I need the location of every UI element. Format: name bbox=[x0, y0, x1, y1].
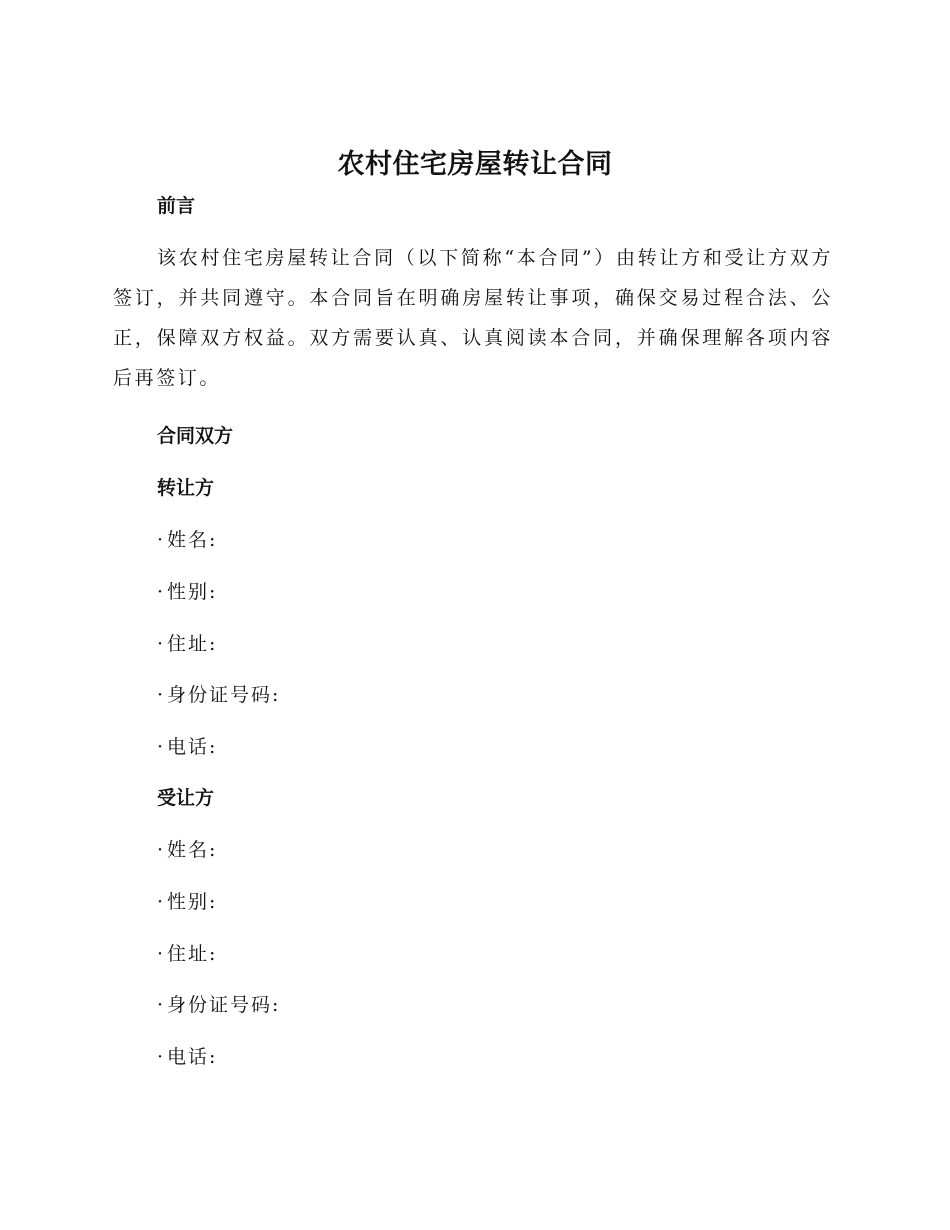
transferor-field-address bbox=[157, 631, 217, 657]
field-label: 姓名: bbox=[167, 529, 218, 551]
transferor-heading: 转让方 bbox=[157, 477, 215, 499]
bullet-marker: · bbox=[157, 633, 166, 655]
field-label: 身份证号码: bbox=[167, 994, 281, 1016]
field-label: 性别: bbox=[167, 581, 218, 603]
transferor-field-id-number bbox=[157, 682, 280, 708]
bullet-marker: · bbox=[157, 943, 166, 965]
field-label: 住址: bbox=[167, 633, 218, 655]
field-label: 住址: bbox=[167, 943, 218, 965]
transferee-field-phone bbox=[157, 1044, 217, 1070]
bullet-marker: · bbox=[157, 581, 166, 603]
transferor-field-phone bbox=[157, 734, 217, 760]
parties-heading: 合同双方 bbox=[157, 425, 234, 447]
document-title: 农村住宅房屋转让合同 bbox=[337, 149, 613, 180]
bullet-marker: · bbox=[157, 1046, 166, 1068]
bullet-marker: · bbox=[157, 994, 166, 1016]
field-label: 姓名: bbox=[167, 839, 218, 861]
bullet-marker: · bbox=[157, 891, 166, 913]
field-label: 身份证号码: bbox=[167, 684, 281, 706]
field-label: 电话: bbox=[167, 736, 218, 758]
transferee-heading: 受让方 bbox=[157, 787, 215, 809]
preface-heading: 前言 bbox=[157, 195, 196, 217]
bullet-marker: · bbox=[157, 529, 166, 551]
field-label: 电话: bbox=[167, 1046, 218, 1068]
preface-paragraph: 该农村住宅房屋转让合同（以下简称“本合同”）由转让方和受让方双方签订，并共同遵守。本合同旨在明确房屋转让事项，确保交易过程合法、公正，保障双方权益。双方需要认真、认真阅读本合同，并确保理解各项内容后再签订。 bbox=[113, 247, 833, 389]
bullet-marker: · bbox=[157, 736, 166, 758]
transferee-field-name bbox=[157, 837, 217, 863]
field-label: 性别: bbox=[167, 891, 218, 913]
transferee-field-address bbox=[157, 941, 217, 967]
bullet-marker: · bbox=[157, 684, 166, 706]
transferor-field-gender bbox=[157, 579, 217, 605]
transferor-field-name bbox=[157, 527, 217, 553]
bullet-marker: · bbox=[157, 839, 166, 861]
transferee-field-id-number bbox=[157, 992, 280, 1018]
transferee-field-gender bbox=[157, 889, 217, 915]
